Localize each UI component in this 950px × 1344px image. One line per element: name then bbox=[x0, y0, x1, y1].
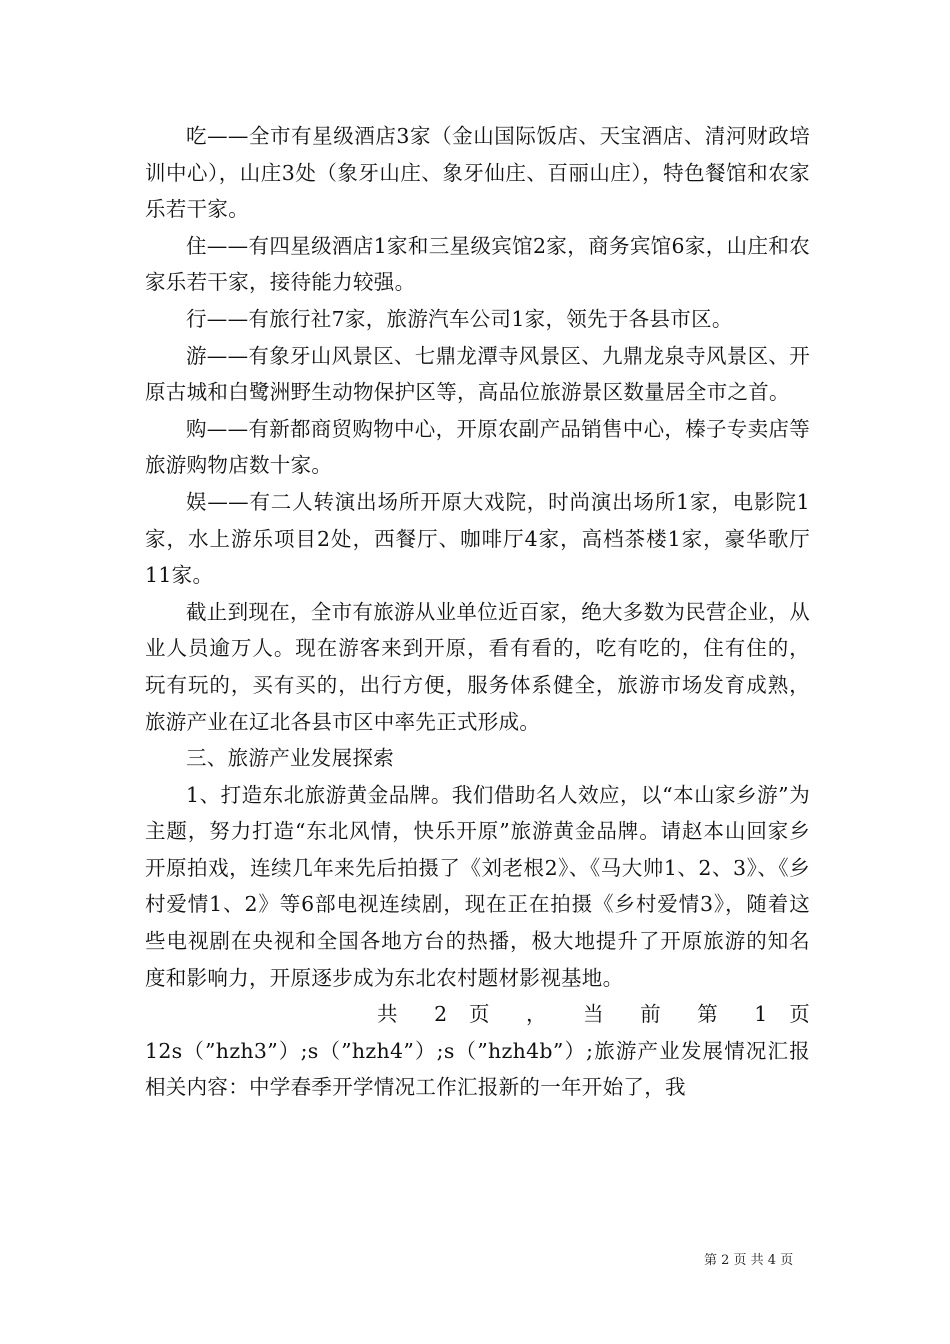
paragraph-tour: 游——有象牙山风景区、七鼎龙潭寺风景区、九鼎龙泉寺风景区、开原古城和白鹭洲野生动物保护区等，高品位旅游景区数量居全市之首。 bbox=[145, 343, 810, 405]
paragraph-travel: 行——有旅行社7家，旅游汽车公司1家，领先于各县市区。 bbox=[186, 306, 733, 331]
page-footer: 第 2 页 共 4 页 bbox=[704, 1253, 794, 1268]
document-body bbox=[145, 118, 810, 1106]
paragraph-stay: 住——有四星级酒店1家和三星级宾馆2家，商务宾馆6家，山庄和农家乐若干家，接待能力较强。 bbox=[145, 233, 810, 295]
paragraph-eat: 吃——全市有星级酒店3家（金山国际饭店、天宝酒店、清河财政培训中心），山庄3处（象牙山庄、象牙仙庄、百丽山庄），特色餐馆和农家乐若干家。 bbox=[145, 124, 810, 222]
continuation-text: 12s（”hzh3”）;s（”hzh4”）;s（”hzh4b”）;旅游产业发展情况汇报相关内容：中学春季开学情况工作汇报新的一年开始了，我 bbox=[145, 1038, 810, 1100]
paragraph-brand: 1、打造东北旅游黄金品牌。我们借助名人效应，以“本山家乡游”为主题，努力打造“东北风情，快乐开原”旅游黄金品牌。请赵本山回家乡开原拍戏，连续几年来先后拍摄了《刘老根2》、《马大帅1、2、3》、《乡村爱情1、2》等6部电视连续剧，现在正在拍摄《乡村爱情3》，随着这些电视剧在央视和全国各地方台的热播，极大地提升了开原旅游的知名度和影响力，开原逐步成为东北农村题材影视基地。 bbox=[145, 782, 810, 990]
section-heading: 三、旅游产业发展探索 bbox=[186, 746, 394, 771]
page-count-line: 共 2 页 ， 当 前 第 1 页 bbox=[377, 1002, 810, 1027]
paragraph-summary: 截止到现在，全市有旅游从业单位近百家，绝大多数为民营企业，从业人员逾万人。现在游客来到开原，看有看的，吃有吃的，住有住的，玩有玩的，买有买的，出行方便，服务体系健全，旅游市场发育成熟，旅游产业在辽北各县市区中率先正式形成。 bbox=[145, 599, 810, 734]
paragraph-shop: 购——有新都商贸购物中心，开原农副产品销售中心，榛子专卖店等旅游购物店数十家。 bbox=[145, 416, 810, 478]
paragraph-entertainment: 娱——有二人转演出场所开原大戏院，时尚演出场所1家，电影院1家，水上游乐项目2处，西餐厅、咖啡厅4家，高档茶楼1家，豪华歌厅11家。 bbox=[145, 489, 810, 588]
